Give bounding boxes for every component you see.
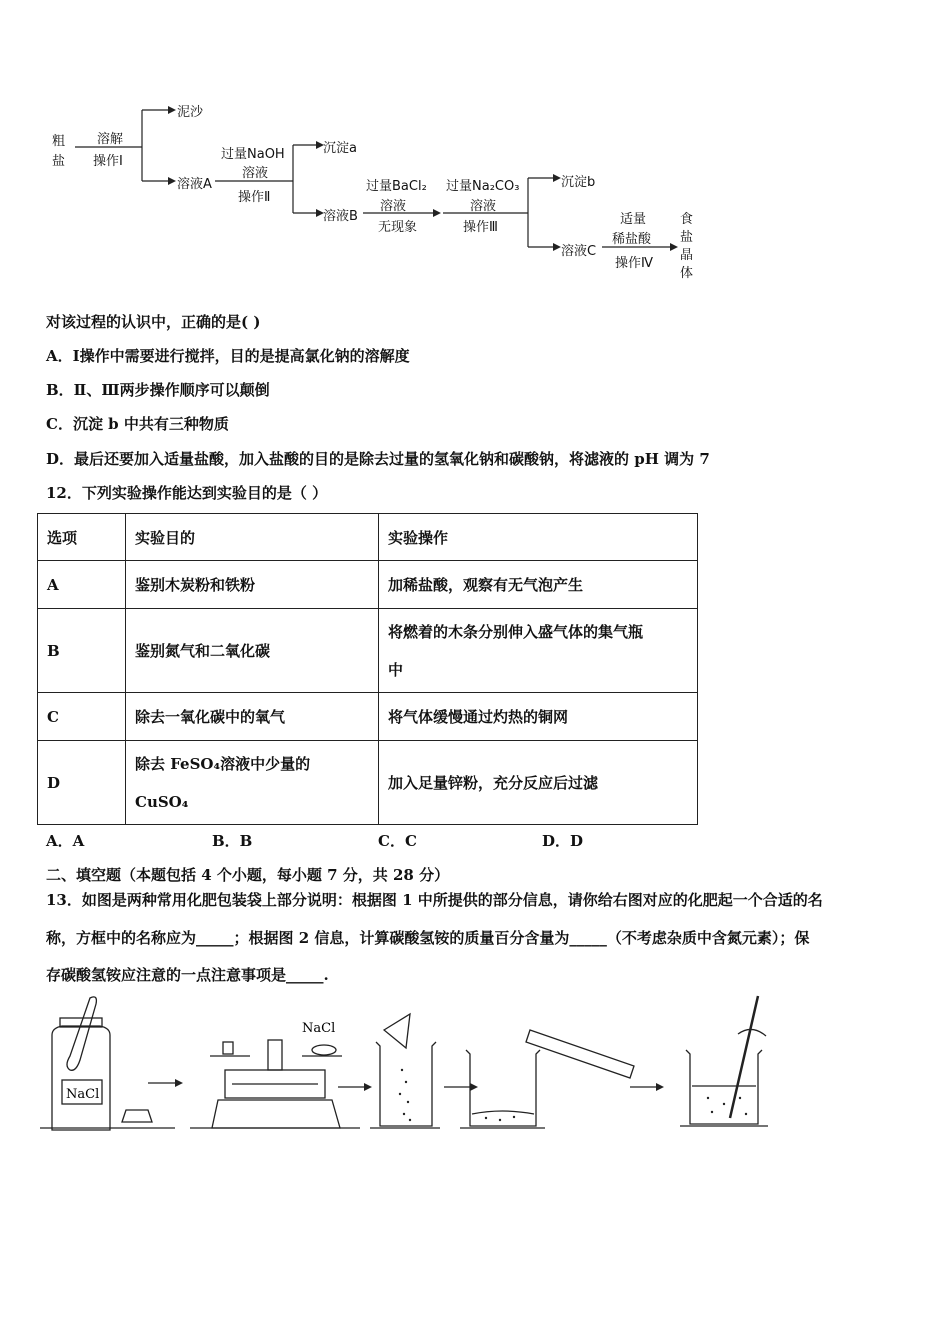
q11-option-b: B．Ⅱ、Ⅲ两步操作顺序可以颠倒 [46,381,270,399]
table-header-cell: 实验操作 [379,514,698,561]
q11-option-a: A．Ⅰ操作中需要进行搅拌，目的是提高氯化钠的溶解度 [46,347,410,365]
table-cell-goal: 鉴别木炭粉和铁粉 [126,561,379,609]
end-label: 盐 [680,230,694,245]
beaker-icon [376,1042,436,1126]
table-cell-option: A [38,561,126,609]
reagent-bottle-icon [52,1026,110,1130]
table-cell-operation: 加入足量锌粉，充分反应后过滤 [379,741,698,825]
q13-line: 存碳酸氢铵应注意的一点注意事项是_____. [46,966,329,984]
flowchart-lines [0,0,950,300]
precipitate-a: 沉淀a [323,141,357,156]
weight-icon [223,1042,233,1054]
table-cell-option: B [38,609,126,693]
stopper-icon [122,1110,152,1122]
q12-stem: 12．下列实验操作能达到实验目的是（ ） [46,484,328,502]
table-row [38,693,698,741]
balance-label: NaCl [302,1021,336,1036]
op3-mid: 溶液 [380,199,407,214]
table-cell-goal: 鉴别氮气和二氧化碳 [126,609,379,693]
table-row [38,741,698,825]
op3-top: 过量BaCl₂ [366,179,427,194]
paper-funnel-icon [384,1014,410,1048]
op3-bottom: 无现象 [378,220,418,235]
q12-answer-a: A．A [46,832,85,850]
operation-line: 将燃着的木条分别伸入盛气体的集气瓶 [388,622,644,641]
op5-bottom: 操作Ⅳ [615,256,653,271]
solution-a: 溶液A [177,177,212,192]
balance-base-icon [212,1100,340,1128]
table-row [38,561,698,609]
q11-option-d: D．最后还要加入适量盐酸，加入盐酸的目的是除去过量的氢氧化钠和碳酸钠，将滤液的 pH 调为 7 [46,450,710,468]
section-heading: 二、填空题（本题包括 4 个小题，每小题 7 分，共 28 分） [46,866,450,884]
solution-b: 溶液B [323,209,358,224]
glass-rod-icon [730,996,758,1118]
table-header-cell: 选项 [38,514,126,561]
op1-bottom: 操作Ⅰ [93,154,123,169]
table-cell-option: C [38,693,126,741]
table-cell-goal [126,741,379,825]
end-label: 晶 [680,248,694,263]
table-cell-goal: 除去一氧化碳中的氧气 [126,693,379,741]
end-label: 体 [680,266,694,281]
bottle-label: NaCl [66,1087,100,1102]
measuring-cylinder-icon [526,1030,634,1078]
table-cell-option: D [38,741,126,825]
solution-c: 溶液C [561,244,597,259]
experiment-table [37,513,698,825]
operation-line: 中 [388,660,404,679]
table-cell-operation: 加稀盐酸，观察有无气泡产生 [379,561,698,609]
goal-line: CuSO₄ [135,792,189,811]
op4-mid: 溶液 [470,199,497,214]
q13-line: 称，方框中的名称应为_____；根据图 2 信息，计算碳酸氢铵的质量百分含量为_____（不考虑杂质中含氮元素）；保 [46,929,810,947]
q11-stem: 对该过程的认识中，正确的是( ) [46,313,261,331]
op1-top: 溶解 [97,132,124,147]
table-cell-operation [379,609,698,693]
balance-pillar [268,1040,282,1070]
op2-top: 过量NaOH [221,147,285,162]
stir-arrow-icon [738,1029,766,1036]
op4-top: 过量Na₂CO₃ [446,179,520,194]
op2-bottom: 操作Ⅱ [238,190,271,205]
op2-mid: 溶液 [242,166,269,181]
precipitate-b: 沉淀b [561,175,596,190]
table-row [38,609,698,693]
lab-procedure-figure [40,990,780,1135]
start-label: 粗 [52,134,66,149]
end-label: 食 [680,212,694,227]
spoon-icon [67,997,96,1070]
q12-answer-c: C．C [378,832,417,850]
table-header-row [38,514,698,561]
q11-option-c: C．沉淀 b 中共有三种物质 [46,415,229,433]
op4-bottom: 操作Ⅲ [463,220,498,235]
table-header-cell: 实验目的 [126,514,379,561]
q12-answer-d: D．D [542,832,584,850]
beaker-icon [686,1050,762,1124]
op5-top: 适量 [620,212,647,227]
sediment-sand: 泥沙 [177,105,204,120]
table-cell-operation: 将气体缓慢通过灼热的铜网 [379,693,698,741]
op5-mid: 稀盐酸 [612,232,652,247]
q13-line: 13．如图是两种常用化肥包装袋上部分说明：根据图 1 中所提供的部分信息，请你给右图对应的化肥起一个合适的名 [46,891,823,909]
salt-pile-icon [312,1045,336,1055]
start-label: 盐 [52,154,66,169]
beaker-icon [466,1050,540,1126]
goal-line: 除去 FeSO₄溶液中少量的 [135,754,311,773]
q12-answer-b: B．B [212,832,253,850]
